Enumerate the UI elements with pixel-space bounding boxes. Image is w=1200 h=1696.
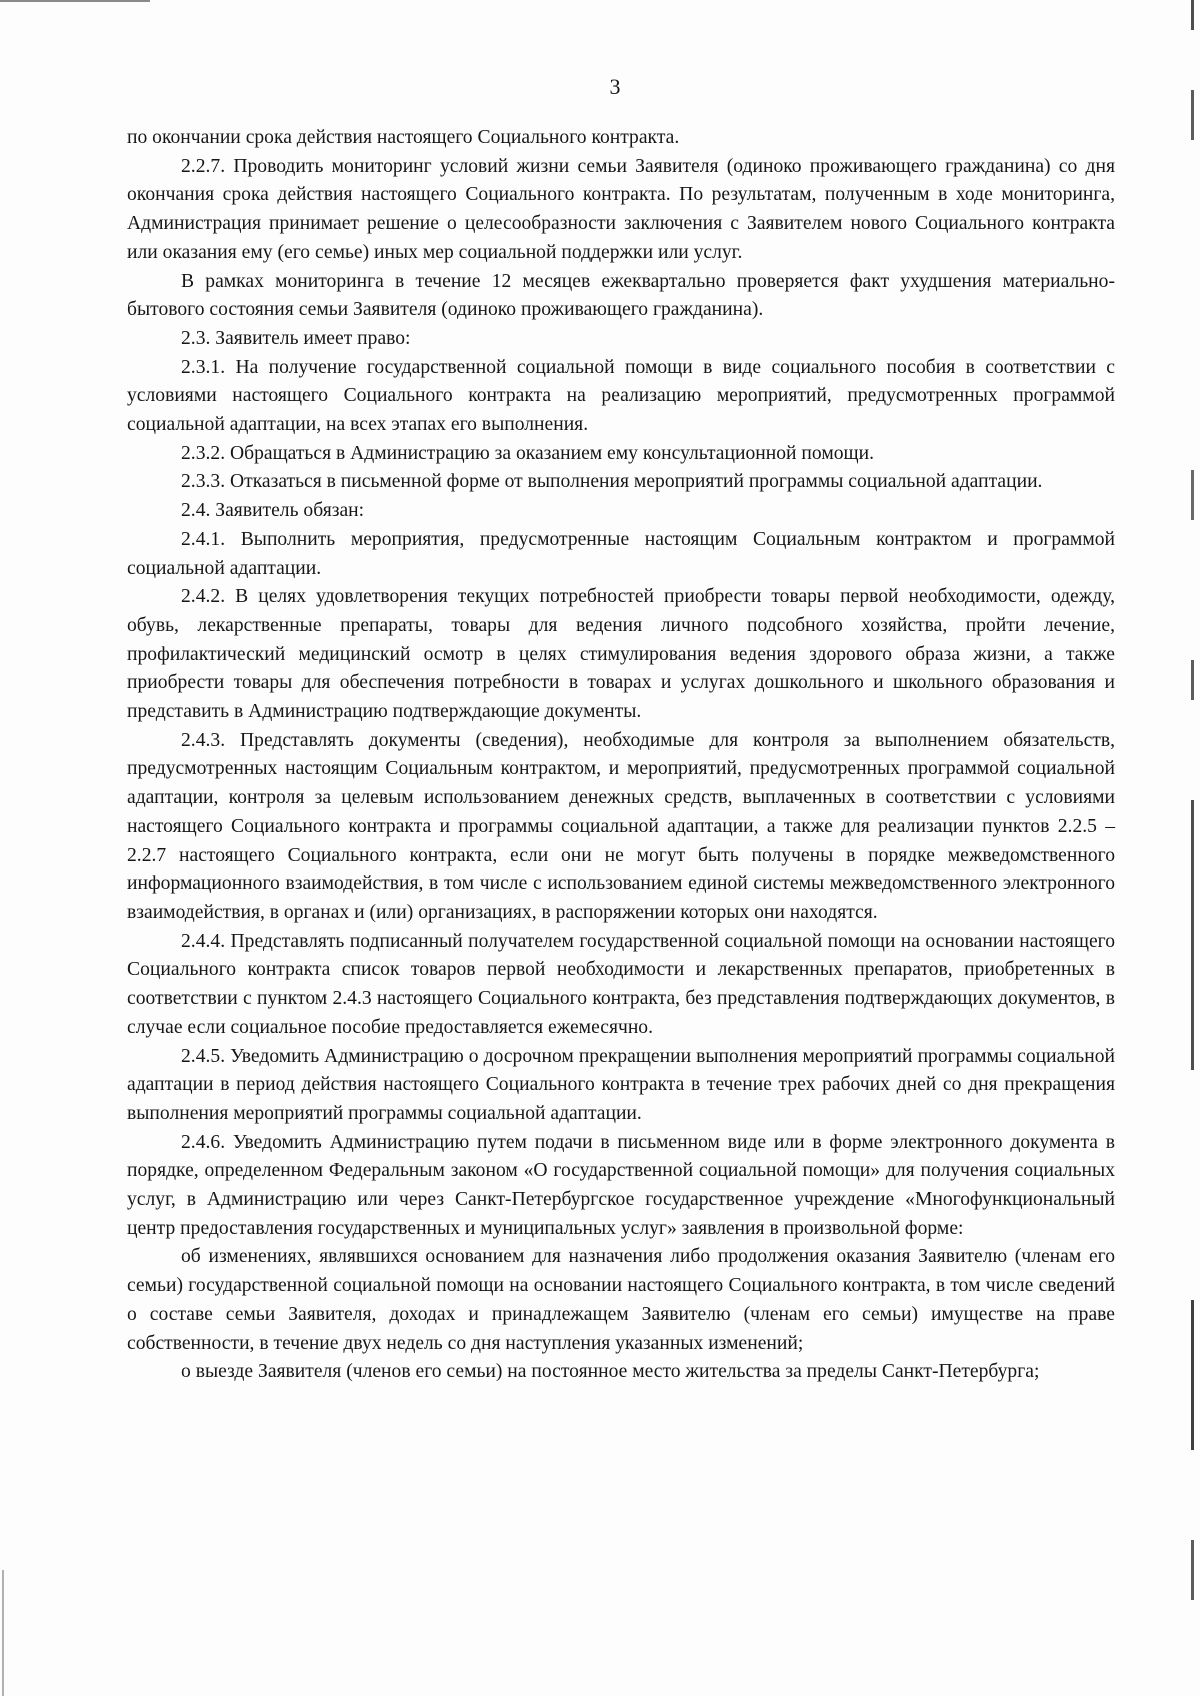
paragraph-changes: об изменениях, являвшихся основанием для назначения либо продолжения оказания Заявителю (членам его семьи) государственной социальной помощи на основании настоящего Социального контракта, в том числе сведений о составе семьи Заявителя, доходах и принадлежащем Заявителю (членам его семьи) имуществе на праве собственности, в течение двух недель со дня наступления указанных изменений; bbox=[127, 1246, 1115, 1354]
paragraph-2-4-6: 2.4.6. Уведомить Администрацию путем подачи в письменном виде или в форме электронного документа в порядке, определенном Федеральным законом «О государственной социальной помощи» для получения социальных услуг, в Администрацию или через Санкт-Петербургское государственное учреждение «Многофункциональный центр предоставления государственных и муниципальных услуг» заявления в произвольной форме: bbox=[127, 1131, 1115, 1239]
scan-edge-shadow bbox=[1191, 0, 1194, 1696]
paragraph-departure: о выезде Заявителя (членов его семьи) на постоянное место жительства за пределы Санкт-Петербурга; bbox=[181, 1361, 1040, 1383]
paragraph-monitoring: В рамках мониторинга в течение 12 месяцев ежеквартально проверяется факт ухудшения материально-бытового состояния семьи Заявителя (одиноко проживающего гражданина). bbox=[127, 270, 1115, 321]
paragraph: по окончании срока действия настоящего Социального контракта. bbox=[127, 127, 680, 148]
paragraph-2-3: 2.3. Заявитель имеет право: bbox=[181, 327, 411, 349]
page-number: 3 bbox=[609, 74, 621, 99]
document-body bbox=[127, 124, 1115, 1387]
paragraph-2-3-2: 2.3.2. Обращаться в Администрацию за оказанием ему консультационной помощи. bbox=[181, 442, 874, 464]
paragraph-2-4-5: 2.4.5. Уведомить Администрацию о досрочном прекращении выполнения мероприятий программы социальной адаптации в период действия настоящего Социального контракта в течение трех рабочих дней со дня прекращения выполнения мероприятий программы социальной адаптации. bbox=[127, 1045, 1115, 1124]
paragraph-2-4-3: 2.4.3. Представлять документы (сведения), необходимые для контроля за выполнением обязательств, предусмотренных настоящим Социальным контрактом, и мероприятий, предусмотренных программой социальной адаптации, контроля за целевым использованием денежных средств, выплаченных в соответствии с условиями настоящего Социального контракта и программы социальной адаптации, а также для реализации пунктов 2.2.5 – 2.2.7 настоящего Социального контракта, если они не могут быть получены в порядке межведомственного информационного взаимодействия, в том числе с использованием единой системы межведомственного электронного взаимодействия, в органах и (или) организациях, в распоряжении которых они находятся. bbox=[127, 729, 1115, 923]
paragraph-2-3-1: 2.3.1. На получение государственной социальной помощи в виде социального пособия в соответствии с условиями настоящего Социального контракта на реализацию мероприятий, предусмотренных программой социальной адаптации, на всех этапах его выполнения. bbox=[127, 356, 1115, 436]
top-rule-line bbox=[0, 0, 150, 2]
paragraph-2-3-3: 2.3.3. Отказаться в письменной форме от выполнения мероприятий программы социальной адаптации. bbox=[181, 471, 1043, 493]
paragraph-2-4-1: 2.4.1. Выполнить мероприятия, предусмотренные настоящим Социальным контрактом и программой социальной адаптации. bbox=[127, 528, 1115, 579]
paragraph-2-4: 2.4. Заявитель обязан: bbox=[181, 500, 365, 522]
paragraph-2-2-7: 2.2.7. Проводить мониторинг условий жизни семьи Заявителя (одиноко проживающего гражданина) со дня окончания срока действия настоящего Социального контракта. По результатам, полученным в ходе мониторинга, Администрация принимает решение о целесообразности заключения с Заявителем нового Социального контракта или оказания ему (его семье) иных мер социальной поддержки или услуг. bbox=[127, 155, 1115, 263]
paragraph-2-4-4: 2.4.4. Представлять подписанный получателем государственной социальной помощи на основании настоящего Социального контракта список товаров первой необходимости и лекарственных препаратов, приобретенных в соответствии с пунктом 2.4.3 настоящего Социального контракта, без представления подтверждающих документов, в случае если социальное пособие предоставляется ежемесячно. bbox=[127, 930, 1115, 1038]
scan-left-edge bbox=[2, 1570, 4, 1696]
paragraph-2-4-2: 2.4.2. В целях удовлетворения текущих потребностей приобрести товары первой необходимости, одежду, обувь, лекарственные препараты, товары для ведения личного подсобного хозяйства, пройти лечение, профилактический медицинский осмотр в целях стимулирования ведения здорового образа жизни, а также приобрести товары для обеспечения потребности в товарах и услугах дошкольного и школьного образования и представить в Администрацию подтверждающие документы. bbox=[127, 586, 1115, 723]
